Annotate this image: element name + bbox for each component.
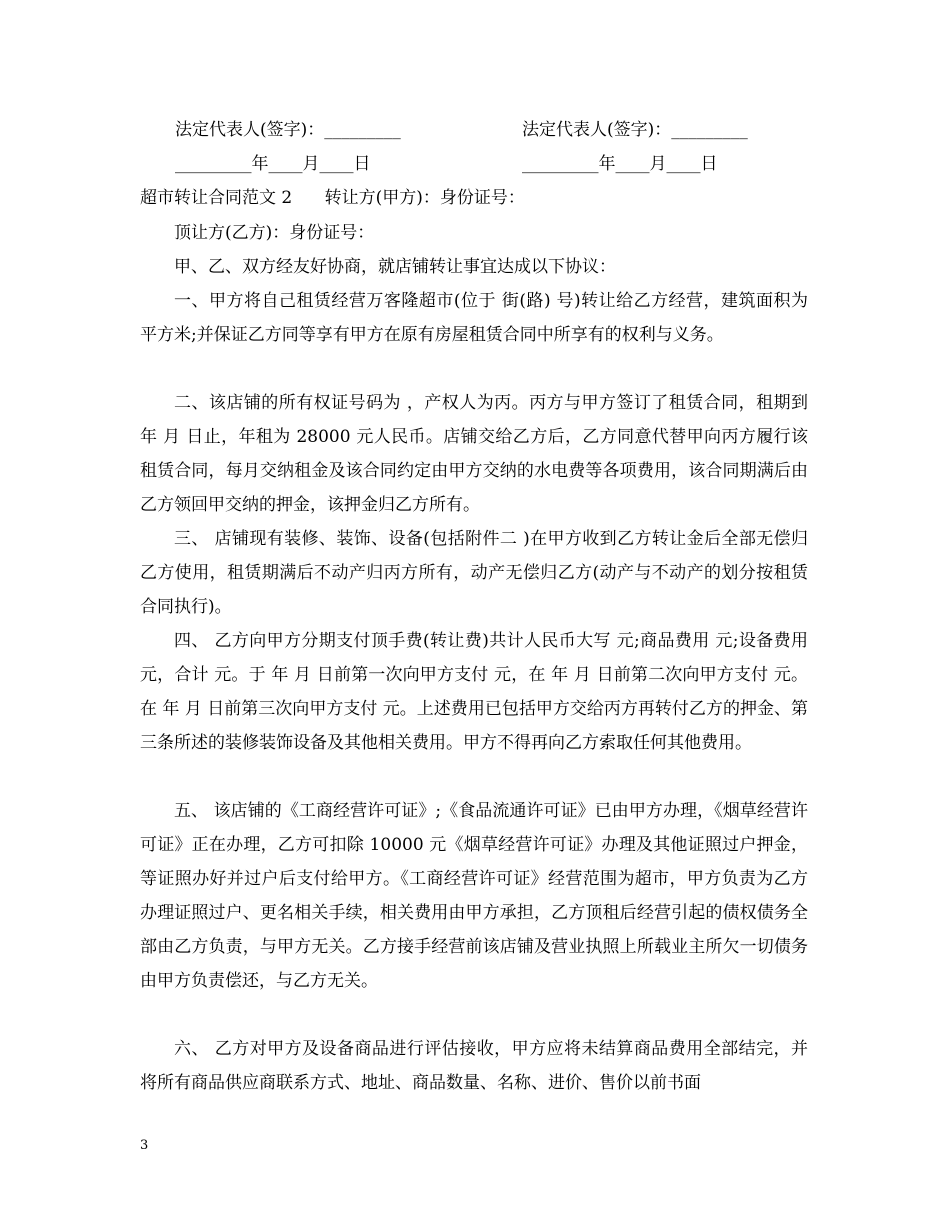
paragraph-clause-5: 五、 该店铺的《工商经营许可证》;《食品流通许可证》已由甲方办理，《烟草经营许可证》正在办理，乙方可扣除 10000 元《烟草经营许可证》办理及其他证照过户押金，等证照办好并过户后支付给甲方。《工商经营许可证》经营范围为超市，甲方负责为乙方办理证照过户、更名相关手续，相关费用由甲方承担，乙方顶租后经营引起的债权债务全部由乙方负责，与甲方无关。乙方接手经营前该店铺及营业执照上所载业主所欠一切债务由甲方负责偿还，与乙方无关。 — [140, 801, 808, 991]
signature-left-label: 法定代表人(签字)：_________ — [175, 120, 401, 140]
paragraph-clause-1: 一、甲方将自己租赁经营万客隆超市(位于 街(路) 号)转让给乙方经营，建筑面积为 平方米;并保证乙方同等享有甲方在原有房屋租赁合同中所享有的权利与义务。 — [140, 291, 808, 345]
paragraph-clause-2: 二、该店铺的所有权证号码为 ，产权人为丙。丙方与甲方签订了租赁合同，租期到 年 月 日止，年租为 28000 元人民币。店铺交给乙方后，乙方同意代替甲向丙方履行该租赁合同，每月交纳租金及该合同约定由甲方交纳的水电费等各项费用，该合同期满后由乙方领回甲交纳的押金，该押金归乙方所有。 — [140, 393, 808, 515]
heading-line: 超市转让合同范文 2 转让方(甲方)：身份证号： — [140, 188, 525, 208]
signature-right-label: 法定代表人(签字)：_________ — [522, 120, 748, 140]
paragraph-party-b: 顶让方(乙方)：身份证号： — [174, 223, 375, 243]
page-number: 3 — [140, 1138, 149, 1153]
paragraph-clause-4: 四、 乙方向甲方分期支付顶手费(转让费)共计人民币大写 元;商品费用 元;设备费用 元，合计 元。于 年 月 日前第一次向甲方支付 元，在 年 月 日前第二次向甲方支付 元。在 年 月 日前第三次向甲方支付 元。上述费用已包括甲方交给丙方再转付乙方的押金、第三条所述的装修装饰设备及其他相关费用。甲方不得再向乙方索取任何其他费用。 — [140, 631, 808, 753]
signature-right-date: _________年____月____日 — [522, 154, 718, 174]
paragraph-clause-6: 六、 乙方对甲方及设备商品进行评估接收，甲方应将未结算商品费用全部结完，并将所有商品供应商联系方式、地址、商品数量、名称、进价、售价以前书面 — [140, 1039, 808, 1093]
paragraph-agreement-intro: 甲、乙、双方经友好协商，就店铺转让事宜达成以下协议： — [174, 257, 616, 277]
paragraph-clause-3: 三、 店铺现有装修、装饰、设备(包括附件二 )在甲方收到乙方转让金后全部无偿归乙方使用，租赁期满后不动产归丙方所有，动产无偿归乙方(动产与不动产的划分按租赁合同执行)。 — [140, 529, 808, 617]
signature-left-date: _________年____月____日 — [175, 154, 371, 174]
